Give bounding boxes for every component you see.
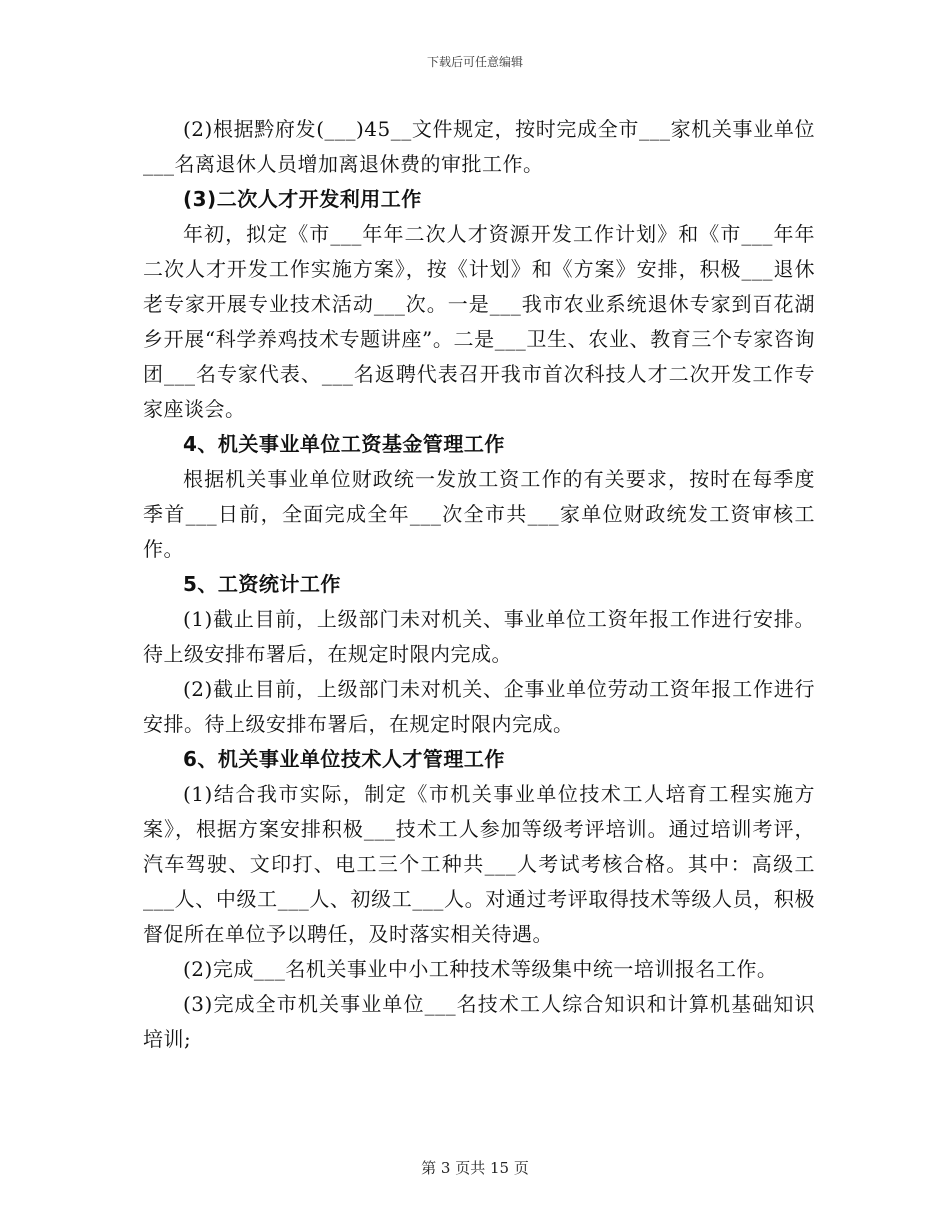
paragraph-technical-3: (3)完成全市机关事业单位___名技术工人综合知识和计算机基础知识培训; [143, 992, 815, 1051]
page-header: 下载后可任意编辑 [426, 55, 523, 69]
page-number-footer: 第 3 页共 15 页 [421, 1159, 529, 1177]
section-heading-wage-fund: 4、机关事业单位工资基金管理工作 [183, 432, 505, 456]
document-body [143, 112, 815, 1057]
paragraph-technical-1: (1)结合我市实际，制定《市机关事业单位技术工人培育工程实施方案》，根据方案安排积极___技术工人参加等级考评培训。通过培训考评，汽车驾驶、文印打、电工三个工种共___人考试考核合格。其中：高级工___人、中级工___人、初级工___人。对通过考评取得技术等级人员，积极督促所在单位予以聘任，及时落实相关待遇。 [143, 782, 815, 946]
paragraph-technical-2: (2)完成___名机关事业中小工种技术等级集中统一培训报名工作。 [183, 957, 778, 981]
paragraph-talent-plan: 年初，拟定《市___年年二次人才资源开发工作计划》和《市___年年二次人才开发工作实施方案》，按《计划》和《方案》安排，积极___退休老专家开展专业技术活动___次。一是___我市农业系统退休专家到百花湖乡开展“科学养鸡技术专题讲座”。二是___卫生、农业、教育三个专家咨询团___名专家代表、___名返聘代表召开我市首次科技人才二次开发工作专家座谈会。 [143, 222, 815, 421]
section-heading-talent-development: (3)二次人才开发利用工作 [183, 187, 422, 211]
paragraph-wage-fund: 根据机关事业单位财政统一发放工资工作的有关要求，按时在每季度季首___日前，全面完成全年___次全市共___家单位财政统发工资审核工作。 [143, 467, 815, 561]
paragraph-statistics-2: (2)截止目前，上级部门未对机关、企事业单位劳动工资年报工作进行安排。待上级安排布署后，在规定时限内完成。 [143, 677, 815, 736]
section-heading-wage-statistics: 5、工资统计工作 [183, 572, 341, 596]
paragraph-statistics-1: (1)截止目前，上级部门未对机关、事业单位工资年报工作进行安排。待上级安排布署后，在规定时限内完成。 [143, 607, 815, 666]
paragraph-2-approval: (2)根据黔府发(___)45__文件规定，按时完成全市___家机关事业单位___名离退休人员增加离退休费的审批工作。 [143, 117, 815, 176]
section-heading-technical-talent: 6、机关事业单位技术人才管理工作 [183, 747, 505, 771]
